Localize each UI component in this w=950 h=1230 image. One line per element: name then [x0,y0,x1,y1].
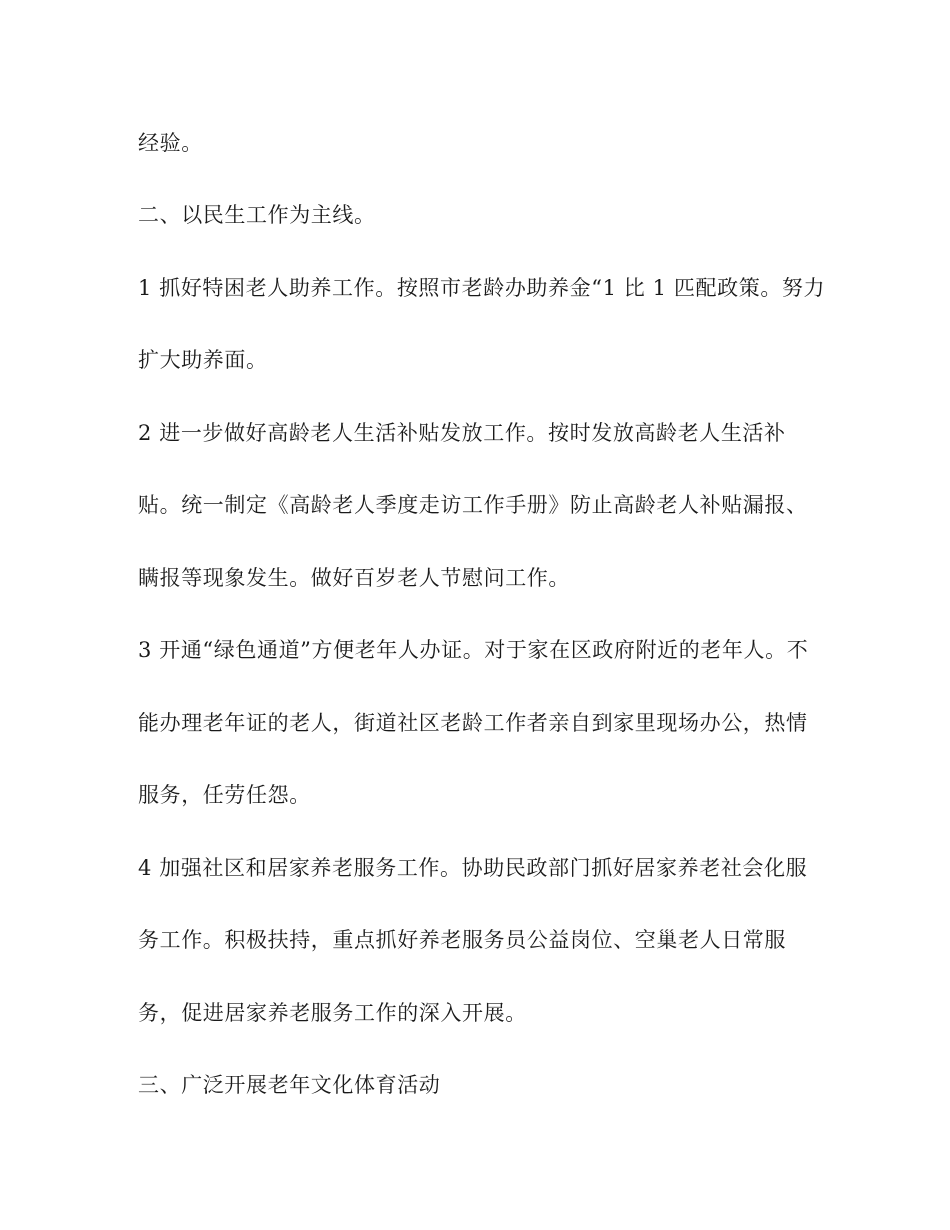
text-line: 能办理老年证的老人，街道社区老龄工作者亲自到家里现场办公，热情 [138,711,808,735]
text-line: 3 开通“绿色通道”方便老年人办证。对于家在区政府附近的老年人。不 [138,638,809,662]
text-line: 2 进一步做好高龄老人生活补贴发放工作。按时发放高龄老人生活补 [138,421,786,445]
text-line: 贴。统一制定《高龄老人季度走访工作手册》防止高龄老人补贴漏报、 [138,493,808,517]
text-line: 1 抓好特困老人助养工作。按照市老龄办助养金“1 比 1 匹配政策。努力 [138,276,826,300]
text-line: 务，促进居家养老服务工作的深入开展。 [138,1001,527,1025]
section-heading: 三、广泛开展老年文化体育活动 [138,1073,441,1097]
text-line: 瞒报等现象发生。做好百岁老人节慰问工作。 [138,566,570,590]
text-line: 扩大助养面。 [138,348,268,372]
text-line: 务工作。积极扶持，重点抓好养老服务员公益岗位、空巢老人日常服 [138,928,786,952]
text-line: 服务，任劳任怨。 [138,783,311,807]
text-line: 经验。 [138,131,203,155]
text-line: 4 加强社区和居家养老服务工作。协助民政部门抓好居家养老社会化服 [138,856,808,880]
section-heading: 二、以民生工作为主线。 [138,203,376,227]
